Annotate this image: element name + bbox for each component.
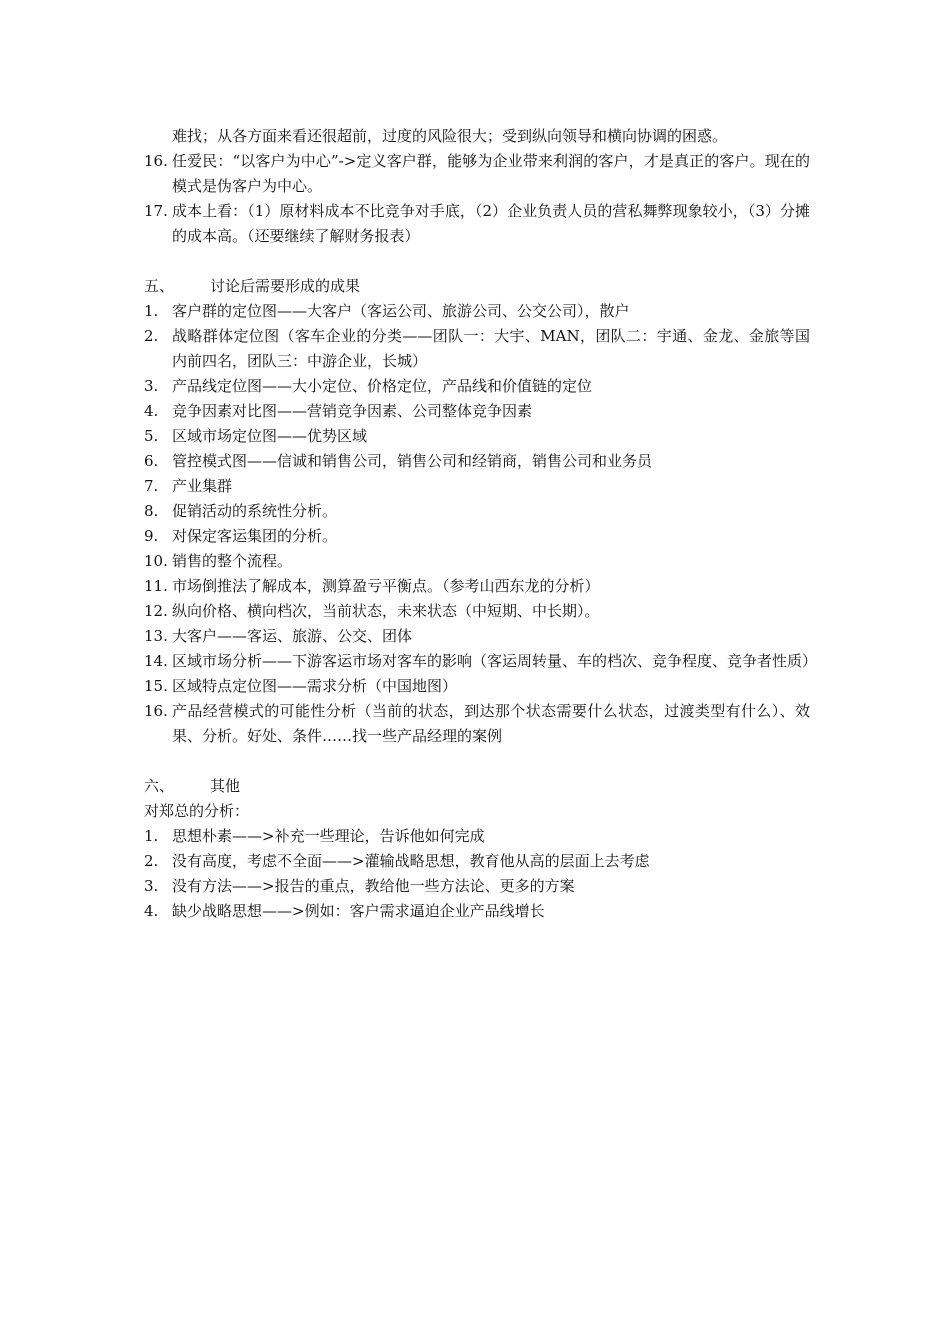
list-item-number: 7. <box>144 477 159 495</box>
list-item <box>144 674 810 699</box>
list-item <box>144 449 810 474</box>
section-6-list <box>144 824 810 924</box>
list-item <box>144 649 818 674</box>
list-item-number: 2. <box>144 327 159 345</box>
section-5-list <box>144 299 818 749</box>
list-item <box>144 374 810 399</box>
list-item-number: 17. <box>144 202 168 220</box>
list-item <box>144 299 810 324</box>
list-item <box>144 474 810 499</box>
list-item-number: 1. <box>144 827 159 845</box>
list-item-number: 2. <box>144 852 159 870</box>
list-item-text: 缺少战略思想——>例如：客户需求逼迫企业产品线增长 <box>172 902 545 920</box>
list-item-text: 成本上看：（1）原材料成本不比竞争对手底，（2）企业负责人员的营私舞弊现象较小，（3）分摊的成本高。（还要继续了解财务报表） <box>172 202 810 245</box>
list-item-text: 区域市场分析——下游客运市场对客车的影响（客运周转量、车的档次、竞争程度、竞争者性质） <box>172 652 818 670</box>
section-5-number: 五、 <box>144 277 175 295</box>
list-item <box>144 199 810 249</box>
spacer <box>144 749 810 774</box>
list-item-text: 对保定客运集团的分析。 <box>172 527 338 545</box>
list-item <box>144 149 810 199</box>
list-item-text: 任爱民：“以客户为中心”->定义客户群，能够为企业带来利润的客户，才是真正的客户。现在的模式是伪客户为中心。 <box>172 152 810 195</box>
list-item <box>144 824 810 849</box>
list-item-number: 14. <box>144 652 168 670</box>
list-item-number: 13. <box>144 627 168 645</box>
list-item-number: 3. <box>144 877 159 895</box>
section-6-intro: 对郑总的分析： <box>144 802 250 820</box>
list-item-text: 市场倒推法了解成本，测算盈亏平衡点。（参考山西东龙的分析） <box>172 577 600 595</box>
list-item-text: 没有方法——>报告的重点，教给他一些方法论、更多的方案 <box>172 877 575 895</box>
list-item-number: 16. <box>144 152 168 170</box>
list-item <box>144 699 810 749</box>
list-item-number: 4. <box>144 902 159 920</box>
list-item <box>144 399 810 424</box>
section-6-heading <box>144 774 810 799</box>
spacer <box>144 249 810 274</box>
list-item-text: 促销活动的系统性分析。 <box>172 502 338 520</box>
list-item <box>144 899 810 924</box>
continuation-text: 难找；从各方面来看还很超前，过度的风险很大；受到纵向领导和横向协调的困惑。 <box>172 127 728 145</box>
list-item-text: 没有高度，考虑不全面——>灌输战略思想，教育他从高的层面上去考虑 <box>172 852 650 870</box>
section-5-title: 讨论后需要形成的成果 <box>210 277 361 295</box>
list-item-text: 大客户——客运、旅游、公交、团体 <box>172 627 413 645</box>
list-item-number: 11. <box>144 577 168 595</box>
list-item-number: 10. <box>144 552 168 570</box>
section-6-number: 六、 <box>144 777 175 795</box>
list-item-number: 12. <box>144 602 168 620</box>
list-item <box>144 599 810 624</box>
list-item-text: 战略群体定位图（客车企业的分类——团队一：大宇、MAN，团队二：宇通、金龙、金旅等国内前四名，团队三：中游企业，长城） <box>172 327 810 370</box>
list-item-text: 销售的整个流程。 <box>172 552 293 570</box>
list-item-text: 管控模式图——信诚和销售公司，销售公司和经销商，销售公司和业务员 <box>172 452 653 470</box>
list-item <box>144 524 810 549</box>
list-item <box>144 874 810 899</box>
list-item-text: 产品经营模式的可能性分析（当前的状态，到达那个状态需要什么状态，过渡类型有什么）、效果、分析。好处、条件……找一些产品经理的案例 <box>172 702 810 745</box>
list-item-text: 纵向价格、横向档次，当前状态，未来状态（中短期、中长期）。 <box>172 602 600 620</box>
list-item-text: 客户群的定位图——大客户（客运公司、旅游公司、公交公司），散户 <box>172 302 630 320</box>
list-item-text: 产品线定位图——大小定位、价格定位，产品线和价值链的定位 <box>172 377 593 395</box>
list-item-text: 思想朴素——>补充一些理论，告诉他如何完成 <box>172 827 485 845</box>
list-item <box>144 424 810 449</box>
list-item-number: 4. <box>144 402 159 420</box>
list-item-number: 1. <box>144 302 159 320</box>
list-item <box>144 849 810 874</box>
section-5-heading <box>144 274 810 299</box>
list-item-number: 8. <box>144 502 159 520</box>
list-item-text: 竞争因素对比图——营销竞争因素、公司整体竞争因素 <box>172 402 533 420</box>
list-item-text: 区域市场定位图——优势区域 <box>172 427 368 445</box>
list-item-number: 6. <box>144 452 159 470</box>
document-body <box>144 124 818 924</box>
list-item-text: 区域特点定位图——需求分析（中国地图） <box>172 677 458 695</box>
list-item-number: 5. <box>144 427 159 445</box>
list-item <box>144 624 810 649</box>
section-6-title: 其他 <box>210 777 241 795</box>
list-item <box>144 499 810 524</box>
list-item <box>144 574 810 599</box>
list-item-number: 3. <box>144 377 159 395</box>
list-item <box>144 324 810 374</box>
list-a <box>144 149 810 249</box>
list-item-number: 16. <box>144 702 168 720</box>
list-item-number: 9. <box>144 527 159 545</box>
list-item <box>144 549 810 574</box>
list-item-number: 15. <box>144 677 168 695</box>
list-item-text: 产业集群 <box>172 477 233 495</box>
